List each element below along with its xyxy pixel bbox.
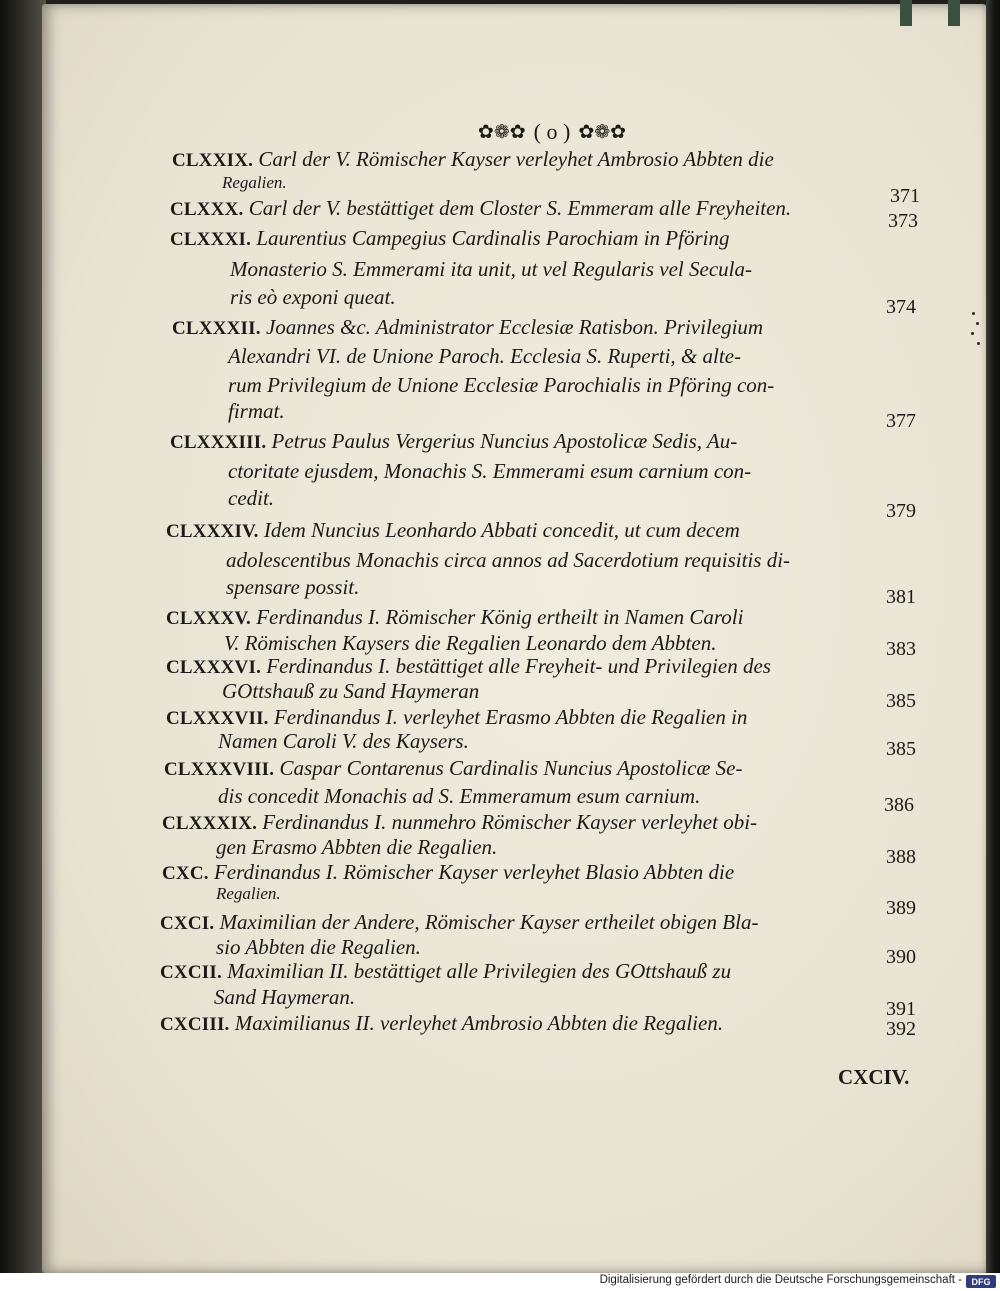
page-number: 383: [886, 638, 916, 660]
toc-line: cedit.: [228, 486, 275, 510]
toc-line: CLXXXII. Joannes &c. Administrator Ecclesiæ Ratisbon. Privilegium: [172, 315, 764, 339]
page-number: 379: [886, 500, 916, 522]
toc-line: Regalien.: [222, 173, 287, 192]
toc-line: Namen Caroli V. des Kaysers.: [218, 729, 469, 753]
toc-line: Monasterio S. Emmerami ita unit, ut vel Regularis vel Secula-: [230, 257, 752, 281]
toc-line: CXCIII. Maximilianus II. verleyhet Ambrosio Abbten die Regalien.: [160, 1011, 724, 1035]
toc-line: CXC. Ferdinandus I. Römischer Kayser verleyhet Blasio Abbten die: [162, 860, 735, 884]
toc-line: Sand Haymeran.: [214, 985, 356, 1009]
ornament-icon: ✿❁✿: [477, 121, 526, 143]
toc-line: Regalien.: [216, 884, 281, 903]
footer-bar: [0, 1273, 1000, 1291]
toc-line: CLXXXVIII. Caspar Contarenus Cardinalis Nuncius Apostolicæ Se-: [164, 756, 743, 780]
page-number: 385: [886, 738, 916, 760]
page-number: 373: [888, 210, 918, 232]
page-number: 371: [890, 185, 920, 207]
toc-line: CLXXX. Carl der V. bestättiget dem Closter S. Emmeram alle Freyheiten.: [170, 196, 792, 220]
toc-line: GOttshauß zu Sand Haymeran: [222, 679, 480, 703]
page-number: 381: [886, 586, 916, 608]
toc-line: CXCI. Maximilian der Andere, Römischer Kayser ertheilet obigen Bla-: [160, 910, 759, 934]
catchword: CXCIV.: [838, 1065, 910, 1089]
toc-line: ris eò exponi queat.: [230, 285, 396, 309]
page-number: 386: [884, 794, 914, 816]
page-number: 392: [886, 1018, 916, 1040]
footer-credit: Digitalisierung gefördert durch die Deutsche Forschungsgemeinschaft -: [599, 1274, 962, 1286]
toc-line: CLXXXIV. Idem Nuncius Leonhardo Abbati concedit, ut cum decem: [166, 518, 740, 542]
page-signature: ( o ): [533, 119, 571, 144]
toc-line: gen Erasmo Abbten die Regalien.: [216, 835, 498, 859]
toc-line: CLXXXIII. Petrus Paulus Vergerius Nuncius Apostolicæ Sedis, Au-: [170, 429, 738, 453]
toc-line: Alexandri VI. de Unione Paroch. Ecclesia S. Ruperti, & alte-: [228, 344, 742, 368]
toc-line: spensare possit.: [226, 575, 360, 599]
page-number: 374: [886, 296, 916, 318]
toc-line: sio Abbten die Regalien.: [216, 935, 421, 959]
page-number: 385: [886, 690, 916, 712]
page-number: 377: [886, 410, 916, 432]
toc-line: CLXXXI. Laurentius Campegius Cardinalis Parochiam in Pföring: [170, 226, 730, 250]
toc-line: rum Privilegium de Unione Ecclesiæ Parochialis in Pföring con-: [228, 373, 775, 397]
toc-line: CLXXXVII. Ferdinandus I. verleyhet Erasmo Abbten die Regalien in: [166, 705, 748, 729]
toc-line: CLXXXIX. Ferdinandus I. nunmehro Römischer Kayser verleyhet obi-: [162, 810, 758, 834]
toc-line: ctoritate ejusdem, Monachis S. Emmerami esum carnium con-: [228, 459, 752, 483]
toc-line: firmat.: [228, 399, 285, 423]
page-number: 390: [886, 946, 916, 968]
page-number: 391: [886, 998, 916, 1020]
ornament-icon: ✿❁✿: [578, 121, 627, 143]
toc-line: V. Römischen Kaysers die Regalien Leonardo dem Abbten.: [224, 631, 717, 655]
toc-line: CLXXXV. Ferdinandus I. Römischer König ertheilt in Namen Caroli: [166, 605, 744, 629]
toc-line: CXCII. Maximilian II. bestättiget alle Privilegien des GOttshauß zu: [160, 959, 732, 983]
toc-line: CLXXIX. Carl der V. Römischer Kayser verleyhet Ambrosio Abbten die: [172, 147, 774, 171]
page-number: 389: [886, 897, 916, 919]
toc-line: CLXXXVI. Ferdinandus I. bestättiget alle Freyheit- und Privilegien des: [166, 654, 771, 678]
dfg-logo: DFG: [966, 1275, 996, 1288]
toc-line: adolescentibus Monachis circa annos ad Sacerdotium requisitis di-: [226, 548, 791, 572]
page-number: 388: [886, 846, 916, 868]
toc-line: dis concedit Monachis ad S. Emmeramum esum carnium.: [218, 784, 701, 808]
margin-marks: [970, 310, 982, 350]
